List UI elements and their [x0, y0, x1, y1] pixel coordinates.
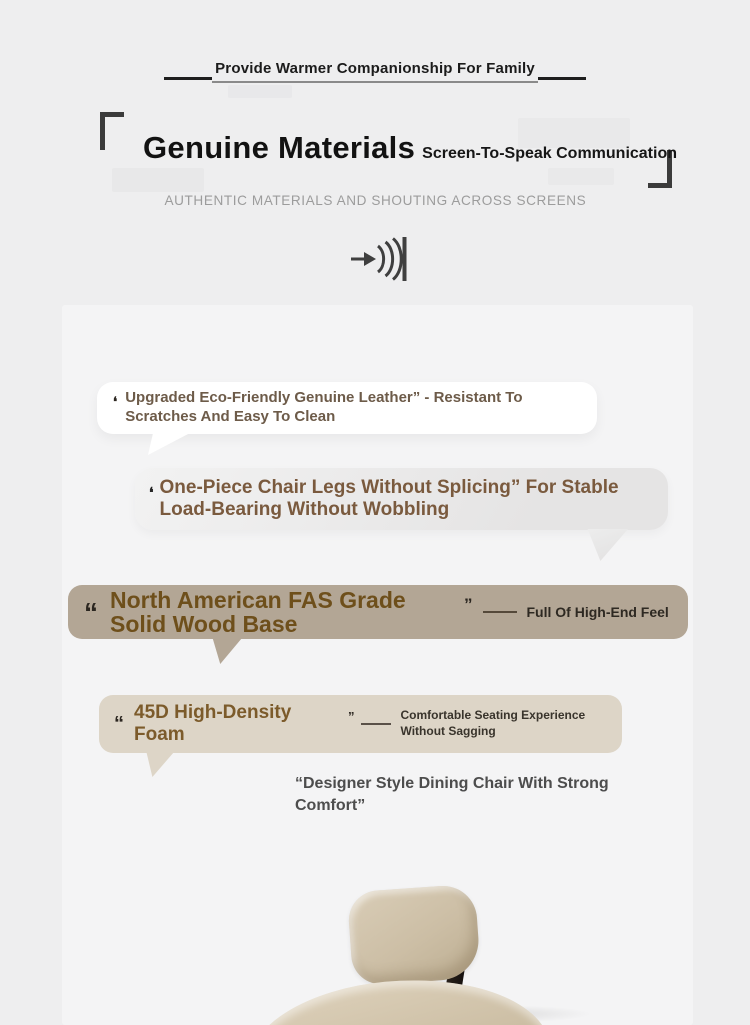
tagline-left-rule	[164, 77, 212, 80]
feature-bubble-legs	[135, 468, 668, 530]
closing-statement: “Designer Style Dining Chair With Strong Comfort”	[295, 775, 609, 814]
quote-mark-icon: “	[114, 713, 124, 735]
quote-mark-icon: ❛	[113, 394, 118, 409]
ghost-watermark	[228, 85, 292, 98]
quote-mark-icon: “	[84, 597, 98, 629]
header-tagline	[0, 60, 750, 83]
feature-bubble-heading: North American FAS Grade Solid Wood Base	[110, 586, 406, 637]
feature-bubble-heading: 45D High-Density Foam	[134, 702, 292, 745]
tagline-text: Provide Warmer Companionship For Family	[212, 60, 538, 83]
hero-subtitle: Screen-To-Speak Communication	[422, 145, 677, 162]
dash-rule	[361, 723, 391, 725]
feature-bubble-wood-base	[68, 585, 688, 639]
feature-bubble-leather	[97, 382, 597, 434]
feature-bubble-foam	[99, 695, 622, 753]
bubble-tail	[582, 529, 628, 561]
tagline-right-rule	[538, 77, 586, 80]
sound-wave-icon	[350, 237, 408, 286]
ghost-watermark	[548, 168, 614, 185]
corner-bracket-top-left-icon	[100, 112, 124, 150]
bubble-tail	[144, 752, 174, 777]
feature-bubble-text: One-Piece Chair Legs Without Splicing” For Stable Load-Bearing Without Wobbling	[159, 476, 619, 520]
feature-card	[62, 305, 693, 1025]
bubble-tail	[148, 433, 190, 455]
hero-caption-row	[0, 192, 750, 210]
quote-mark-icon: ”	[348, 708, 355, 724]
bubble-tail	[210, 638, 242, 664]
hero-title: Genuine Materials	[143, 130, 416, 165]
feature-bubble-note: Full Of High-End Feel	[526, 604, 669, 620]
hero-title-row	[143, 130, 677, 166]
dash-rule	[483, 611, 517, 613]
feature-bubble-note: Comfortable Seating Experience Without Sagging	[400, 708, 586, 738]
chair-backrest	[347, 884, 481, 987]
ghost-watermark	[112, 168, 204, 192]
quote-mark-icon: ”	[464, 595, 473, 614]
hero-caption: AUTHENTIC MATERIALS AND SHOUTING ACROSS SCREENS	[164, 192, 586, 208]
quote-mark-icon: ❛	[149, 483, 154, 500]
feature-bubble-text: Upgraded Eco-Friendly Genuine Leather” - Resistant To Scratches And Easy To Clean	[125, 389, 523, 425]
